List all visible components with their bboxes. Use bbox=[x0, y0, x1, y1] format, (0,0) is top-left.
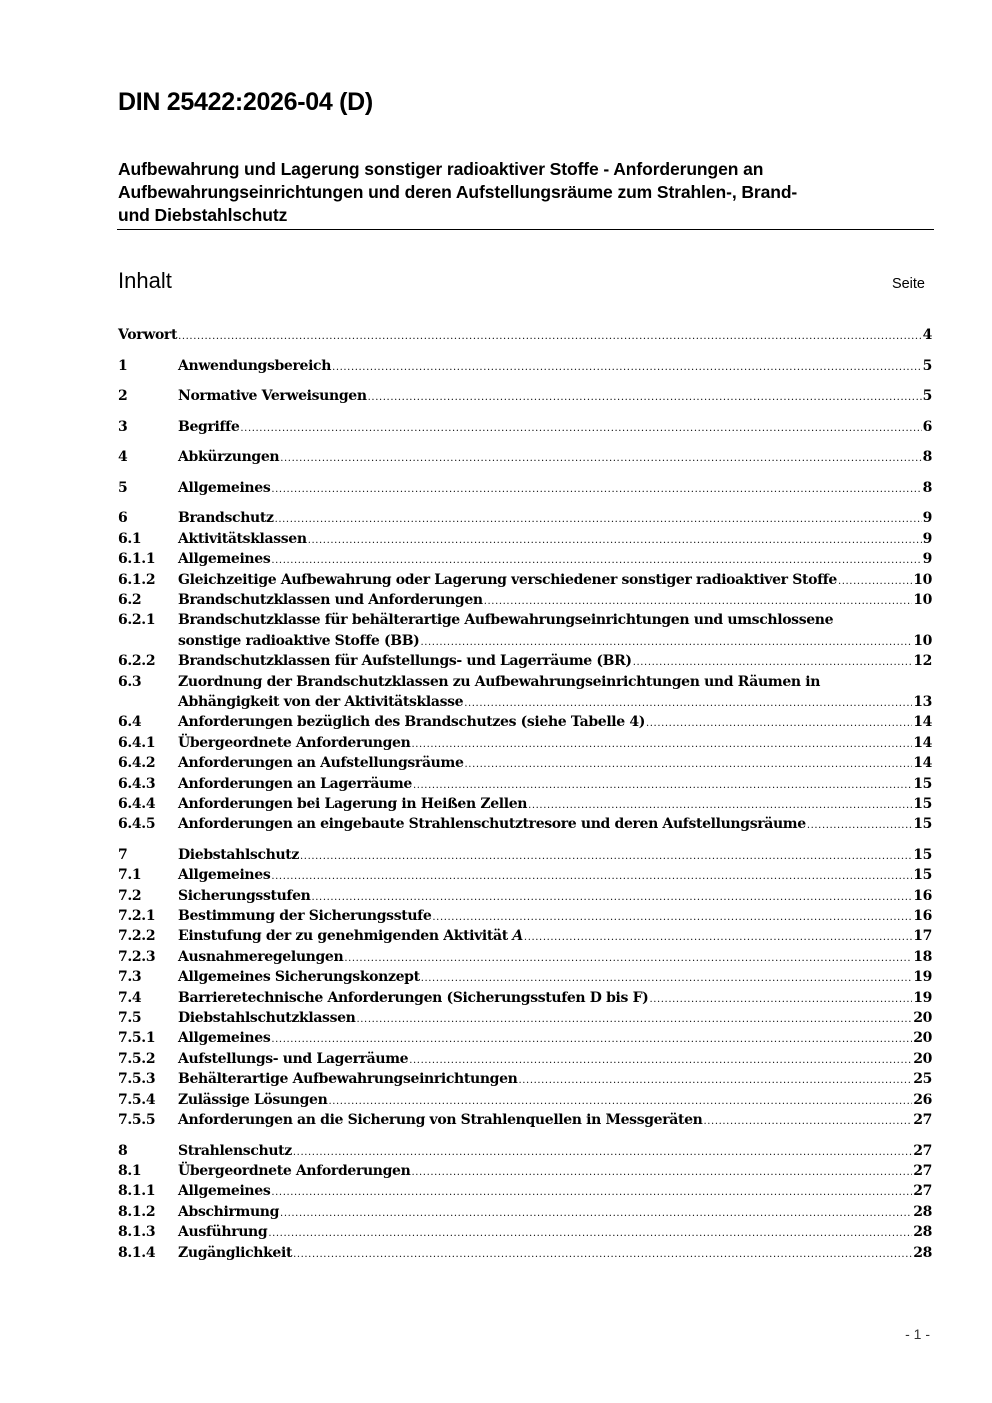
toc-entry-number: 6.1.2 bbox=[118, 571, 156, 588]
toc-entry[interactable] bbox=[118, 712, 932, 732]
toc-entry-title: Behälterartige Aufbewahrungseinrichtungen bbox=[178, 1071, 518, 1088]
toc-dot-leader bbox=[271, 480, 921, 500]
toc-dot-leader bbox=[271, 551, 921, 571]
toc-entry-title: Normative Verweisungen bbox=[178, 388, 367, 405]
toc-entry-title: Gleichzeitige Aufbewahrung oder Lagerung verschiedener sonstiger radioaktiver Stoffe bbox=[178, 571, 837, 588]
toc-entry-number: 2 bbox=[118, 388, 128, 405]
toc-entry[interactable] bbox=[118, 1161, 932, 1181]
toc-entry-number: 7.5.1 bbox=[118, 1030, 156, 1047]
toc-dot-leader bbox=[268, 1224, 912, 1244]
toc-entry[interactable] bbox=[118, 1090, 932, 1110]
title-line: und Diebstahlschutz bbox=[118, 205, 288, 225]
toc-dot-leader bbox=[704, 1112, 913, 1132]
toc-entry[interactable] bbox=[118, 1202, 932, 1222]
toc-dot-leader bbox=[280, 1204, 912, 1224]
toc-entry-page: 19 bbox=[913, 969, 932, 986]
toc-entry-title: Aktivitätsklassen bbox=[178, 530, 307, 547]
toc-dot-leader bbox=[293, 1245, 912, 1265]
toc-entry-number: 8.1.2 bbox=[118, 1203, 156, 1220]
toc-entry-number: 6.4.3 bbox=[118, 775, 156, 792]
toc-entry-page: 27 bbox=[913, 1183, 932, 1200]
toc-entry-number: 8.1.3 bbox=[118, 1224, 156, 1241]
toc-dot-leader bbox=[275, 510, 922, 530]
toc-entry[interactable] bbox=[118, 672, 932, 713]
toc-entry-title: Zulässige Lösungen bbox=[178, 1091, 328, 1108]
toc-entry[interactable] bbox=[118, 988, 932, 1008]
toc-entry-number: 4 bbox=[118, 449, 128, 466]
toc-entry[interactable] bbox=[118, 590, 932, 610]
toc-entry-number: 6.4.1 bbox=[118, 734, 156, 751]
toc-dot-leader bbox=[413, 776, 912, 796]
toc-entry-number: 7.2 bbox=[118, 887, 142, 904]
page-number: - 1 - bbox=[905, 1326, 930, 1342]
toc-entry[interactable] bbox=[118, 417, 932, 437]
toc-entry[interactable] bbox=[118, 947, 932, 967]
toc-entry[interactable] bbox=[118, 549, 932, 569]
toc-entry-title: Zuordnung der Brandschutzklassen zu Aufbewahrungseinrichtungen und Räumen in bbox=[178, 673, 821, 690]
toc-entry[interactable] bbox=[118, 1028, 932, 1048]
toc-heading: Inhalt bbox=[118, 268, 172, 293]
toc-entry-page: 15 bbox=[913, 816, 932, 833]
title-divider bbox=[117, 229, 934, 230]
toc-dot-leader bbox=[344, 949, 912, 969]
toc-entry-title: Brandschutzklasse für behälterartige Aufbewahrungseinrichtungen und umschlossene bbox=[178, 612, 834, 629]
toc-entry-number: 6.1.1 bbox=[118, 551, 156, 568]
toc-dot-leader bbox=[411, 735, 912, 755]
toc-entry-title: Anforderungen an eingebaute Strahlenschutztresore und deren Aufstellungsräume bbox=[178, 816, 806, 833]
toc-entry-page: 18 bbox=[913, 948, 932, 965]
toc-entry-number: 6.4.2 bbox=[118, 755, 156, 772]
toc-entry-page: 28 bbox=[913, 1244, 932, 1261]
toc-entry-page: 16 bbox=[913, 887, 932, 904]
toc-dot-leader bbox=[633, 653, 912, 673]
toc-entry-number: 7.5.5 bbox=[118, 1111, 156, 1128]
toc-entry-page: 15 bbox=[913, 867, 932, 884]
toc-entry-page: 26 bbox=[913, 1091, 932, 1108]
toc-dot-leader bbox=[357, 1010, 913, 1030]
toc-entry-page: 15 bbox=[913, 775, 932, 792]
toc-entry[interactable] bbox=[118, 529, 932, 549]
toc-entry-number: 7.1 bbox=[118, 867, 142, 884]
toc-entry-page: 14 bbox=[913, 755, 932, 772]
toc-entry-number: 6.4.5 bbox=[118, 816, 156, 833]
toc-dot-leader bbox=[420, 633, 912, 653]
toc-entry[interactable] bbox=[118, 1243, 932, 1263]
toc-entry-number: 6.4 bbox=[118, 714, 142, 731]
toc-entry-page: 14 bbox=[913, 734, 932, 751]
toc-entry-page: 4 bbox=[922, 327, 932, 343]
toc-entry-title: Anforderungen bei Lagerung in Heißen Zellen bbox=[178, 795, 528, 812]
toc-entry-title: Allgemeines bbox=[178, 867, 271, 884]
toc-entry[interactable] bbox=[118, 845, 932, 865]
toc-entry-title: Allgemeines bbox=[178, 479, 271, 496]
toc-entry[interactable] bbox=[118, 1181, 932, 1201]
document-id: DIN 25422:2026-04 (D) bbox=[118, 88, 373, 116]
toc-dot-leader bbox=[409, 1051, 912, 1071]
toc-entry-title: Anforderungen an Aufstellungsräume bbox=[178, 755, 464, 772]
toc-entry[interactable] bbox=[118, 886, 932, 906]
toc-dot-leader bbox=[518, 1071, 912, 1091]
toc-entry-title: Bestimmung der Sicherungsstufe bbox=[178, 908, 432, 925]
toc-entry[interactable] bbox=[118, 814, 932, 834]
toc-entry-number: 3 bbox=[118, 418, 128, 435]
table-of-contents bbox=[118, 325, 932, 1263]
toc-entry-number: 8.1.4 bbox=[118, 1244, 156, 1261]
toc-entry-title: Zugänglichkeit bbox=[178, 1244, 293, 1261]
toc-entry-page: 27 bbox=[913, 1111, 932, 1128]
toc-entry-page: 25 bbox=[913, 1071, 932, 1088]
toc-entry-title: Strahlenschutz bbox=[178, 1142, 292, 1159]
toc-entry[interactable] bbox=[118, 508, 932, 528]
toc-entry-number: 6 bbox=[118, 510, 128, 527]
toc-entry[interactable] bbox=[118, 1069, 932, 1089]
toc-entry-title: Barrieretechnische Anforderungen (Sicherungsstufen D bis F) bbox=[178, 989, 649, 1006]
toc-entry[interactable] bbox=[118, 1049, 932, 1069]
toc-entry-number: 6.2.2 bbox=[118, 653, 156, 670]
toc-entry-page: 16 bbox=[913, 908, 932, 925]
title-line: Aufbewahrung und Lagerung sonstiger radioaktiver Stoffe - Anforderungen an bbox=[118, 159, 764, 179]
toc-entry-number: 8.1.1 bbox=[118, 1183, 156, 1200]
toc-dot-leader bbox=[838, 572, 912, 592]
toc-entry-page: 19 bbox=[913, 989, 932, 1006]
toc-entry-page: 27 bbox=[913, 1142, 932, 1159]
toc-entry-title: Allgemeines bbox=[178, 1030, 271, 1047]
toc-entry-title: Anforderungen bezüglich des Brandschutzes (siehe Tabelle 4) bbox=[178, 714, 645, 731]
toc-entry-title: Allgemeines bbox=[178, 551, 271, 568]
toc-entry-title: Ausnahmeregelungen bbox=[178, 948, 344, 965]
toc-entry-page: 6 bbox=[922, 418, 932, 435]
toc-entry[interactable] bbox=[118, 753, 932, 773]
toc-entry-number: 7.2.3 bbox=[118, 948, 156, 965]
toc-dot-leader bbox=[524, 928, 912, 948]
toc-entry-title: Allgemeines Sicherungskonzept bbox=[178, 969, 420, 986]
toc-entry-page: 9 bbox=[922, 510, 932, 527]
toc-dot-leader bbox=[293, 1143, 912, 1163]
toc-entry-page: 15 bbox=[913, 846, 932, 863]
toc-entry-title: Diebstahlschutzklassen bbox=[178, 1010, 356, 1027]
toc-entry-page: 9 bbox=[922, 551, 932, 568]
toc-entry[interactable] bbox=[118, 1110, 932, 1130]
toc-entry[interactable] bbox=[118, 733, 932, 753]
toc-entry-number: 6.1 bbox=[118, 530, 142, 547]
toc-entry-number: 7.2.2 bbox=[118, 928, 156, 945]
toc-entry-page: 14 bbox=[913, 714, 932, 731]
toc-entry-title: Einstufung der zu genehmigenden Aktivität bbox=[178, 928, 508, 945]
toc-dot-leader bbox=[311, 888, 912, 908]
toc-dot-leader bbox=[484, 592, 912, 612]
toc-entry[interactable] bbox=[118, 967, 932, 987]
toc-entry[interactable] bbox=[118, 570, 932, 590]
toc-entry-number: 8 bbox=[118, 1142, 128, 1159]
toc-entry[interactable] bbox=[118, 356, 932, 376]
toc-entry-page: 20 bbox=[913, 1030, 932, 1047]
toc-entry-number: 7.5.2 bbox=[118, 1050, 156, 1067]
toc-dot-leader bbox=[465, 755, 913, 775]
toc-dot-leader bbox=[646, 714, 912, 734]
toc-entry-number: 7.4 bbox=[118, 989, 142, 1006]
toc-entry-number: 6.2.1 bbox=[118, 612, 156, 629]
toc-entry-page: 28 bbox=[913, 1224, 932, 1241]
toc-entry-title: Übergeordnete Anforderungen bbox=[178, 1162, 411, 1179]
toc-entry-page: 20 bbox=[913, 1050, 932, 1067]
toc-entry[interactable] bbox=[118, 1141, 932, 1161]
toc-dot-leader bbox=[271, 867, 912, 887]
toc-entry-title: Vorwort bbox=[118, 327, 178, 343]
toc-dot-leader bbox=[271, 1030, 912, 1050]
toc-entry-page: 10 bbox=[913, 571, 932, 588]
toc-entry[interactable] bbox=[118, 1008, 932, 1028]
toc-dot-leader bbox=[240, 419, 921, 439]
toc-entry-title: Aufstellungs- und Lagerräume bbox=[178, 1050, 409, 1067]
toc-entry-number: 7 bbox=[118, 846, 128, 863]
toc-dot-leader bbox=[432, 908, 912, 928]
toc-entry-title: Abschirmung bbox=[178, 1203, 280, 1220]
toc-entry-number: 6.2 bbox=[118, 592, 142, 609]
toc-entry-page: 8 bbox=[922, 479, 932, 496]
toc-entry-page: 5 bbox=[922, 357, 932, 374]
toc-dot-leader bbox=[411, 1163, 912, 1183]
toc-dot-leader bbox=[328, 1092, 912, 1112]
toc-entry-number: 8.1 bbox=[118, 1162, 142, 1179]
toc-entry-title: Sicherungsstufen bbox=[178, 887, 311, 904]
toc-entry-number: 7.5 bbox=[118, 1010, 142, 1027]
toc-entry-title: Begriffe bbox=[178, 418, 240, 435]
toc-entry-title: Brandschutz bbox=[178, 510, 274, 527]
toc-entry[interactable] bbox=[118, 906, 932, 926]
toc-entry-number: 7.3 bbox=[118, 969, 142, 986]
toc-dot-leader bbox=[178, 327, 922, 347]
toc-entry-page: 15 bbox=[913, 795, 932, 812]
toc-dot-leader bbox=[300, 847, 912, 867]
toc-entry-number: 7.5.3 bbox=[118, 1071, 156, 1088]
toc-dot-leader bbox=[308, 531, 922, 551]
toc-entry-number: 1 bbox=[118, 357, 128, 374]
toc-entry-page: 12 bbox=[913, 653, 932, 670]
toc-entry-number: 6.4.4 bbox=[118, 795, 156, 812]
toc-entry[interactable] bbox=[118, 926, 932, 946]
toc-dot-leader bbox=[271, 1183, 912, 1203]
toc-entry[interactable] bbox=[118, 794, 932, 814]
toc-dot-leader bbox=[464, 694, 912, 714]
toc-entry-title: Diebstahlschutz bbox=[178, 846, 300, 863]
toc-entry-number: 7.5.4 bbox=[118, 1091, 156, 1108]
toc-entry[interactable] bbox=[118, 1222, 932, 1242]
title-line: Aufbewahrungseinrichtungen und deren Aufstellungsräume zum Strahlen-, Brand- bbox=[118, 182, 798, 202]
toc-dot-leader bbox=[807, 816, 912, 836]
toc-entry-page: 10 bbox=[913, 632, 932, 649]
toc-entry-page: 13 bbox=[913, 693, 932, 710]
toc-dot-leader bbox=[332, 358, 922, 378]
toc-entry-title: Brandschutzklassen für Aufstellungs- und Lagerräume (BR) bbox=[178, 653, 632, 670]
toc-entry-title: Anforderungen an Lagerräume bbox=[178, 775, 412, 792]
toc-entry-title: Brandschutzklassen und Anforderungen bbox=[178, 592, 483, 609]
toc-dot-leader bbox=[280, 449, 921, 469]
toc-entry-title: Anwendungsbereich bbox=[178, 357, 332, 374]
toc-entry[interactable] bbox=[118, 610, 932, 651]
toc-entry[interactable] bbox=[118, 325, 932, 345]
toc-dot-leader bbox=[421, 969, 913, 989]
toc-entry-page: 17 bbox=[913, 928, 932, 945]
toc-page-label: Seite bbox=[891, 276, 925, 292]
toc-entry-number: 5 bbox=[118, 479, 128, 496]
toc-dot-leader bbox=[528, 796, 912, 816]
toc-entry-title: Abhängigkeit von der Aktivitätsklasse bbox=[178, 693, 464, 710]
toc-dot-leader bbox=[368, 388, 922, 408]
toc-entry[interactable] bbox=[118, 478, 932, 498]
toc-entry-page: 28 bbox=[913, 1203, 932, 1220]
toc-entry-title: sonstige radioaktive Stoffe (BB) bbox=[178, 632, 420, 649]
toc-entry-page: 8 bbox=[922, 449, 932, 466]
toc-dot-leader bbox=[649, 990, 912, 1010]
toc-entry[interactable] bbox=[118, 651, 932, 671]
toc-entry-title: Abkürzungen bbox=[178, 449, 280, 466]
toc-entry-title: Ausführung bbox=[178, 1224, 268, 1241]
toc-entry[interactable] bbox=[118, 865, 932, 885]
toc-entry-title-italic: A bbox=[512, 928, 523, 945]
toc-entry[interactable] bbox=[118, 447, 932, 467]
toc-entry-page: 9 bbox=[922, 530, 932, 547]
toc-entry-number: 7.2.1 bbox=[118, 908, 156, 925]
toc-entry[interactable] bbox=[118, 386, 932, 406]
toc-entry-page: 5 bbox=[922, 388, 932, 405]
toc-entry-title: Allgemeines bbox=[178, 1183, 271, 1200]
toc-entry-page: 27 bbox=[913, 1162, 932, 1179]
toc-entry-page: 10 bbox=[913, 592, 932, 609]
document-title bbox=[118, 158, 933, 227]
toc-entry-page: 20 bbox=[913, 1010, 932, 1027]
toc-entry-title: Anforderungen an die Sicherung von Strahlenquellen in Messgeräten bbox=[178, 1111, 703, 1128]
toc-entry-number: 6.3 bbox=[118, 673, 142, 690]
toc-entry[interactable] bbox=[118, 774, 932, 794]
toc-entry-title: Übergeordnete Anforderungen bbox=[178, 734, 411, 751]
